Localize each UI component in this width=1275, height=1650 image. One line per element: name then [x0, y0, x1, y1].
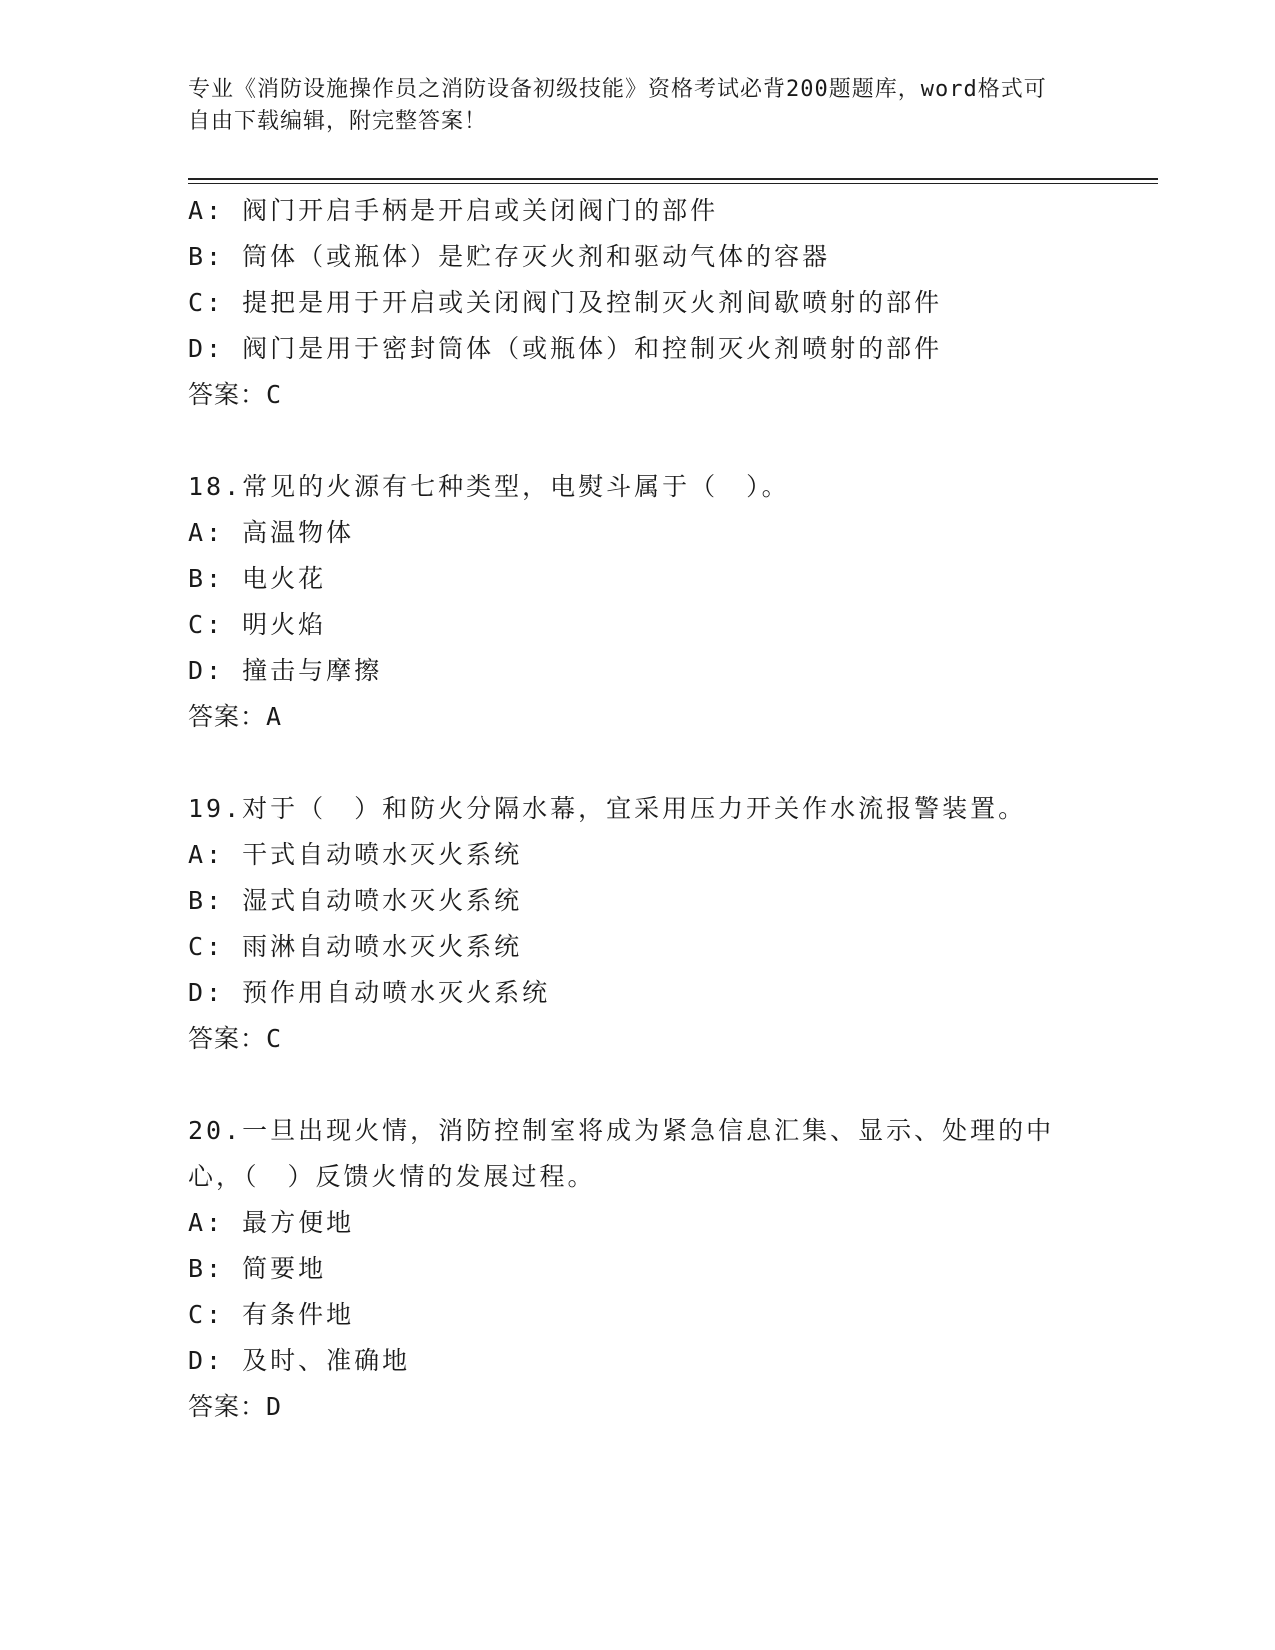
option-text: 雨淋自动喷水灭火系统	[242, 932, 523, 961]
question-list	[188, 188, 1088, 1430]
answer-line	[188, 1016, 1088, 1062]
option-label: B:	[188, 1254, 225, 1283]
option-text: 最方便地	[242, 1208, 355, 1237]
option-text: 预作用自动喷水灭火系统	[242, 978, 551, 1007]
option-d	[188, 1338, 1088, 1384]
answer-label: 答案：	[188, 1392, 267, 1421]
option-label: C:	[188, 1300, 225, 1329]
option-c	[188, 1292, 1088, 1338]
option-d	[188, 648, 1088, 694]
option-label: C:	[188, 610, 225, 639]
option-text: 明火焰	[242, 610, 327, 639]
option-d	[188, 970, 1088, 1016]
option-label: A:	[188, 840, 225, 869]
option-text: 有条件地	[242, 1300, 355, 1329]
option-text: 及时、准确地	[242, 1346, 411, 1375]
option-c	[188, 280, 1088, 326]
question-18	[188, 464, 1088, 740]
answer-label: 答案：	[188, 1024, 267, 1053]
spacer	[188, 418, 1088, 464]
option-a	[188, 510, 1088, 556]
answer-label: 答案：	[188, 380, 267, 409]
option-b	[188, 556, 1088, 602]
question-stem: 18.常见的火源有七种类型，电熨斗属于（ ）。	[188, 472, 790, 501]
option-c	[188, 602, 1088, 648]
option-a	[188, 832, 1088, 878]
option-c	[188, 924, 1088, 970]
option-label: D:	[188, 1346, 225, 1375]
question-stem-line-1: 20.一旦出现火情，消防控制室将成为紧急信息汇集、显示、处理的中	[188, 1116, 1055, 1145]
answer-line	[188, 372, 1088, 418]
option-b	[188, 878, 1088, 924]
option-text: 撞击与摩擦	[242, 656, 383, 685]
option-label: B:	[188, 242, 225, 271]
question-17-continued	[188, 188, 1088, 418]
question-20	[188, 1108, 1088, 1430]
option-label: A:	[188, 1208, 225, 1237]
option-label: B:	[188, 564, 225, 593]
answer-label: 答案：	[188, 702, 267, 731]
answer-line	[188, 694, 1088, 740]
option-a	[188, 1200, 1088, 1246]
answer-value: C	[266, 1024, 283, 1053]
option-text: 湿式自动喷水灭火系统	[242, 886, 523, 915]
option-a	[188, 188, 1088, 234]
answer-value: C	[266, 380, 283, 409]
option-label: C:	[188, 288, 225, 317]
option-label: B:	[188, 886, 225, 915]
option-b	[188, 1246, 1088, 1292]
option-text: 阀门是用于密封筒体（或瓶体）和控制灭火剂喷射的部件	[242, 334, 943, 363]
answer-line	[188, 1384, 1088, 1430]
option-text: 高温物体	[242, 518, 355, 547]
option-b	[188, 234, 1088, 280]
spacer	[188, 740, 1088, 786]
question-stem: 19.对于（ ）和防火分隔水幕，宜采用压力开关作水流报警装置。	[188, 794, 1027, 823]
option-d	[188, 326, 1088, 372]
option-text: 电火花	[242, 564, 327, 593]
header-divider	[188, 178, 1158, 184]
option-label: D:	[188, 334, 225, 363]
option-text: 阀门开启手柄是开启或关闭阀门的部件	[242, 196, 719, 225]
option-label: D:	[188, 656, 225, 685]
answer-value: D	[266, 1392, 283, 1421]
page-header: 专业《消防设施操作员之消防设备初级技能》资格考试必背200题题库，word格式可自由下载编辑，附完整答案！	[188, 77, 1047, 134]
answer-value: A	[266, 702, 283, 731]
option-text: 干式自动喷水灭火系统	[242, 840, 523, 869]
option-label: D:	[188, 978, 225, 1007]
question-stem-line-2: 心，（ ）反馈火情的发展过程。	[188, 1162, 596, 1191]
spacer	[188, 1062, 1088, 1108]
option-label: A:	[188, 518, 225, 547]
option-text: 筒体（或瓶体）是贮存灭火剂和驱动气体的容器	[242, 242, 831, 271]
question-19	[188, 786, 1088, 1062]
option-label: C:	[188, 932, 225, 961]
option-text: 提把是用于开启或关闭阀门及控制灭火剂间歇喷射的部件	[242, 288, 943, 317]
option-label: A:	[188, 196, 225, 225]
option-text: 简要地	[242, 1254, 327, 1283]
